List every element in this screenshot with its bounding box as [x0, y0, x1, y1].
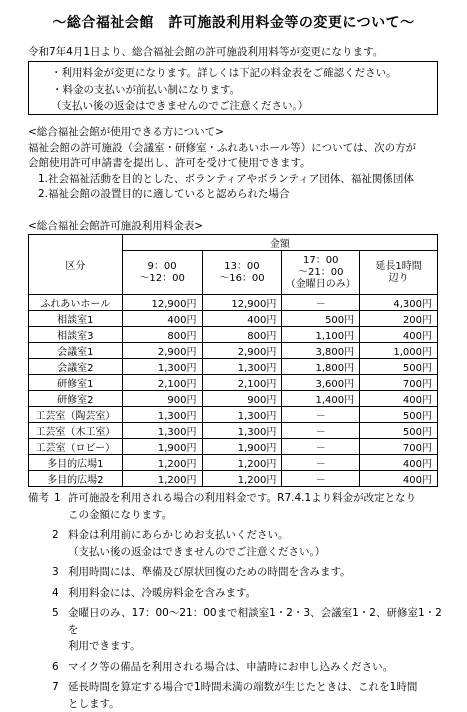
- fee-cell: 1,900円: [122, 439, 202, 455]
- table-row: [29, 391, 438, 407]
- note-text: 利用時間には、準備及び原状回復のための時間を含みます。: [68, 566, 351, 578]
- table-row: [29, 311, 438, 327]
- section-line: 1.社会福祉活動を目的とした、ボランティアやボランティア団体、福祉関係団体: [28, 172, 416, 188]
- fee-cell: －: [282, 471, 360, 487]
- fee-cell: 2,100円: [202, 375, 282, 391]
- note-text: マイク等の備品を利用される場合は、申請時にお申し込みください。: [68, 661, 393, 673]
- fee-cell: 1,200円: [202, 471, 282, 487]
- fee-cell: －: [282, 407, 360, 423]
- note-text: 許可施設を利用される場合の利用料金です。R7.4.1より料金が改定となり: [68, 492, 416, 504]
- intro-text: 令和7年4月1日より、総合福祉会館の許可施設利用料等が変更になります。: [28, 44, 383, 59]
- page-title: ～総合福祉会館 許可施設利用料金等の変更について～: [0, 12, 467, 32]
- fee-cell: 400円: [360, 455, 438, 471]
- fee-cell: 1,300円: [122, 407, 202, 423]
- fee-cell: 500円: [360, 359, 438, 375]
- table-row: [29, 407, 438, 423]
- fee-cell: 1,300円: [202, 359, 282, 375]
- fee-cell: 1,300円: [122, 359, 202, 375]
- amount-header: 金額: [122, 235, 437, 251]
- facility-name: ふれあいホール: [29, 295, 123, 311]
- section-heading: <総合福祉会館が使用できる方について>: [28, 125, 416, 141]
- fee-cell: 2,100円: [122, 375, 202, 391]
- section-heading: <総合福祉会館許可施設利用料金表>: [28, 219, 203, 235]
- section-line: 会館使用許可申請書を提出し、許可を受けて使用できます。: [28, 156, 416, 172]
- notice-line: （支払い後の返金はできませんのでご注意ください。）: [51, 98, 437, 115]
- notes-label: 備考: [28, 490, 49, 507]
- time-slot-header: [282, 251, 360, 295]
- fee-cell: 12,900円: [202, 295, 282, 311]
- note-line: [28, 564, 448, 581]
- table-row: [29, 295, 438, 311]
- fee-cell: 400円: [360, 391, 438, 407]
- note-line: [28, 490, 448, 507]
- note-line: [28, 544, 448, 561]
- fee-table: [28, 234, 438, 487]
- table-row: [29, 343, 438, 359]
- fee-cell: 1,200円: [202, 455, 282, 471]
- note-text: 利用できます。: [68, 640, 141, 652]
- fee-cell: －: [282, 455, 360, 471]
- time-slot-header-line: 13：00: [203, 261, 282, 273]
- table-row: [29, 359, 438, 375]
- table-row: [29, 423, 438, 439]
- note-text: 延長時間を算定する場合で1時間未満の端数が生じたときは、これを1時間: [68, 681, 417, 693]
- fee-cell: 12,900円: [122, 295, 202, 311]
- note-number: 5: [52, 605, 59, 622]
- fee-cell: 1,900円: [202, 439, 282, 455]
- fee-cell: 400円: [122, 311, 202, 327]
- note-line: [28, 679, 448, 696]
- section-line: 福祉会館の許可施設（会議室・研修室・ふれあいホール等）については、次の方が: [28, 141, 416, 157]
- notice-box: [28, 61, 438, 115]
- category-header: 区分: [29, 235, 123, 295]
- fee-cell: 500円: [360, 423, 438, 439]
- note-number: 2: [52, 527, 59, 544]
- fee-cell: 900円: [202, 391, 282, 407]
- time-slot-header: [360, 251, 438, 295]
- fee-section-heading-wrap: [28, 219, 203, 235]
- facility-name: 工芸室（ロビー）: [29, 439, 123, 455]
- note-number: 1: [54, 490, 61, 507]
- fee-cell: 1,200円: [122, 471, 202, 487]
- time-slot-header-line: 9：00: [123, 261, 202, 273]
- fee-cell: 1,300円: [122, 423, 202, 439]
- fee-cell: 400円: [360, 471, 438, 487]
- note-text: （支払い後の返金はできませんのでご注意ください。）: [68, 546, 325, 558]
- fee-cell: 2,900円: [122, 343, 202, 359]
- notice-line: ・料金の支払いが前払い制になります。: [51, 82, 437, 99]
- time-slot-header-line: 辺り: [360, 273, 437, 285]
- note-text: 利用料金には、冷暖房料金を含みます。: [68, 587, 256, 599]
- fee-cell: 3,600円: [282, 375, 360, 391]
- facility-name: 多目的広場1: [29, 455, 123, 471]
- note-number: 3: [52, 564, 59, 581]
- note-line: [28, 527, 448, 544]
- note-line: [28, 638, 448, 655]
- fee-cell: 2,900円: [202, 343, 282, 359]
- facility-name: 研修室1: [29, 375, 123, 391]
- time-slot-header: [202, 251, 282, 295]
- note-number: 6: [52, 659, 59, 676]
- fee-cell: 900円: [122, 391, 202, 407]
- note-text: 金曜日のみ、17：00～21：00まで相談室1・2・3、会議室1・2、研修室1・2を: [68, 607, 442, 636]
- facility-name: 会議室2: [29, 359, 123, 375]
- time-slot-header-line: ～16：00: [203, 273, 282, 285]
- time-slot-header: [122, 251, 202, 295]
- time-slot-header-line: ～12：00: [123, 273, 202, 285]
- fee-cell: 1,100円: [282, 327, 360, 343]
- fee-cell: －: [282, 295, 360, 311]
- note-line: [28, 507, 448, 524]
- fee-cell: －: [282, 439, 360, 455]
- table-row: [29, 375, 438, 391]
- facility-name: 工芸室（陶芸室）: [29, 407, 123, 423]
- note-line: [28, 585, 448, 602]
- fee-cell: 700円: [360, 439, 438, 455]
- fee-cell: 200円: [360, 311, 438, 327]
- facility-name: 研修室2: [29, 391, 123, 407]
- facility-name: 工芸室（木工室）: [29, 423, 123, 439]
- facility-name: 多目的広場2: [29, 471, 123, 487]
- fee-cell: 500円: [282, 311, 360, 327]
- facility-name: 相談室3: [29, 327, 123, 343]
- time-slot-header-line: （金曜日のみ）: [282, 279, 359, 291]
- fee-cell: 1,000円: [360, 343, 438, 359]
- fee-cell: 800円: [202, 327, 282, 343]
- note-text: 料金は利用前にあらかじめお支払いください。: [68, 529, 289, 541]
- note-number: 7: [52, 679, 59, 696]
- table-row: [29, 439, 438, 455]
- time-slot-header-line: ～21：00: [282, 267, 359, 279]
- fee-cell: 400円: [202, 311, 282, 327]
- table-row: [29, 455, 438, 471]
- note-line: [28, 605, 448, 638]
- fee-cell: 4,300円: [360, 295, 438, 311]
- time-slot-header-line: 延長1時間: [360, 261, 437, 273]
- notice-line: ・利用料金が変更になります。詳しくは下記の料金表をご確認ください。: [51, 65, 437, 82]
- note-text: この金額になります。: [68, 509, 172, 521]
- time-slot-header-line: 17：00: [282, 255, 359, 267]
- fee-cell: 1,300円: [202, 423, 282, 439]
- facility-name: 相談室1: [29, 311, 123, 327]
- section-line: 2.福祉会館の設置目的に適していると認められた場合: [28, 187, 416, 203]
- fee-cell: 500円: [360, 407, 438, 423]
- fee-cell: 400円: [360, 327, 438, 343]
- note-line: [28, 659, 448, 676]
- notes-section: [28, 490, 448, 712]
- fee-cell: 1,400円: [282, 391, 360, 407]
- fee-cell: 3,800円: [282, 343, 360, 359]
- fee-cell: 700円: [360, 375, 438, 391]
- fee-cell: 1,800円: [282, 359, 360, 375]
- fee-cell: 1,200円: [122, 455, 202, 471]
- note-line: [28, 696, 448, 712]
- fee-cell: 1,300円: [202, 407, 282, 423]
- facility-name: 会議室1: [29, 343, 123, 359]
- fee-cell: 800円: [122, 327, 202, 343]
- table-row: [29, 471, 438, 487]
- note-number: 4: [52, 585, 59, 602]
- fee-cell: －: [282, 423, 360, 439]
- note-text: とします。: [68, 698, 120, 710]
- users-section: [28, 125, 416, 203]
- table-row: [29, 327, 438, 343]
